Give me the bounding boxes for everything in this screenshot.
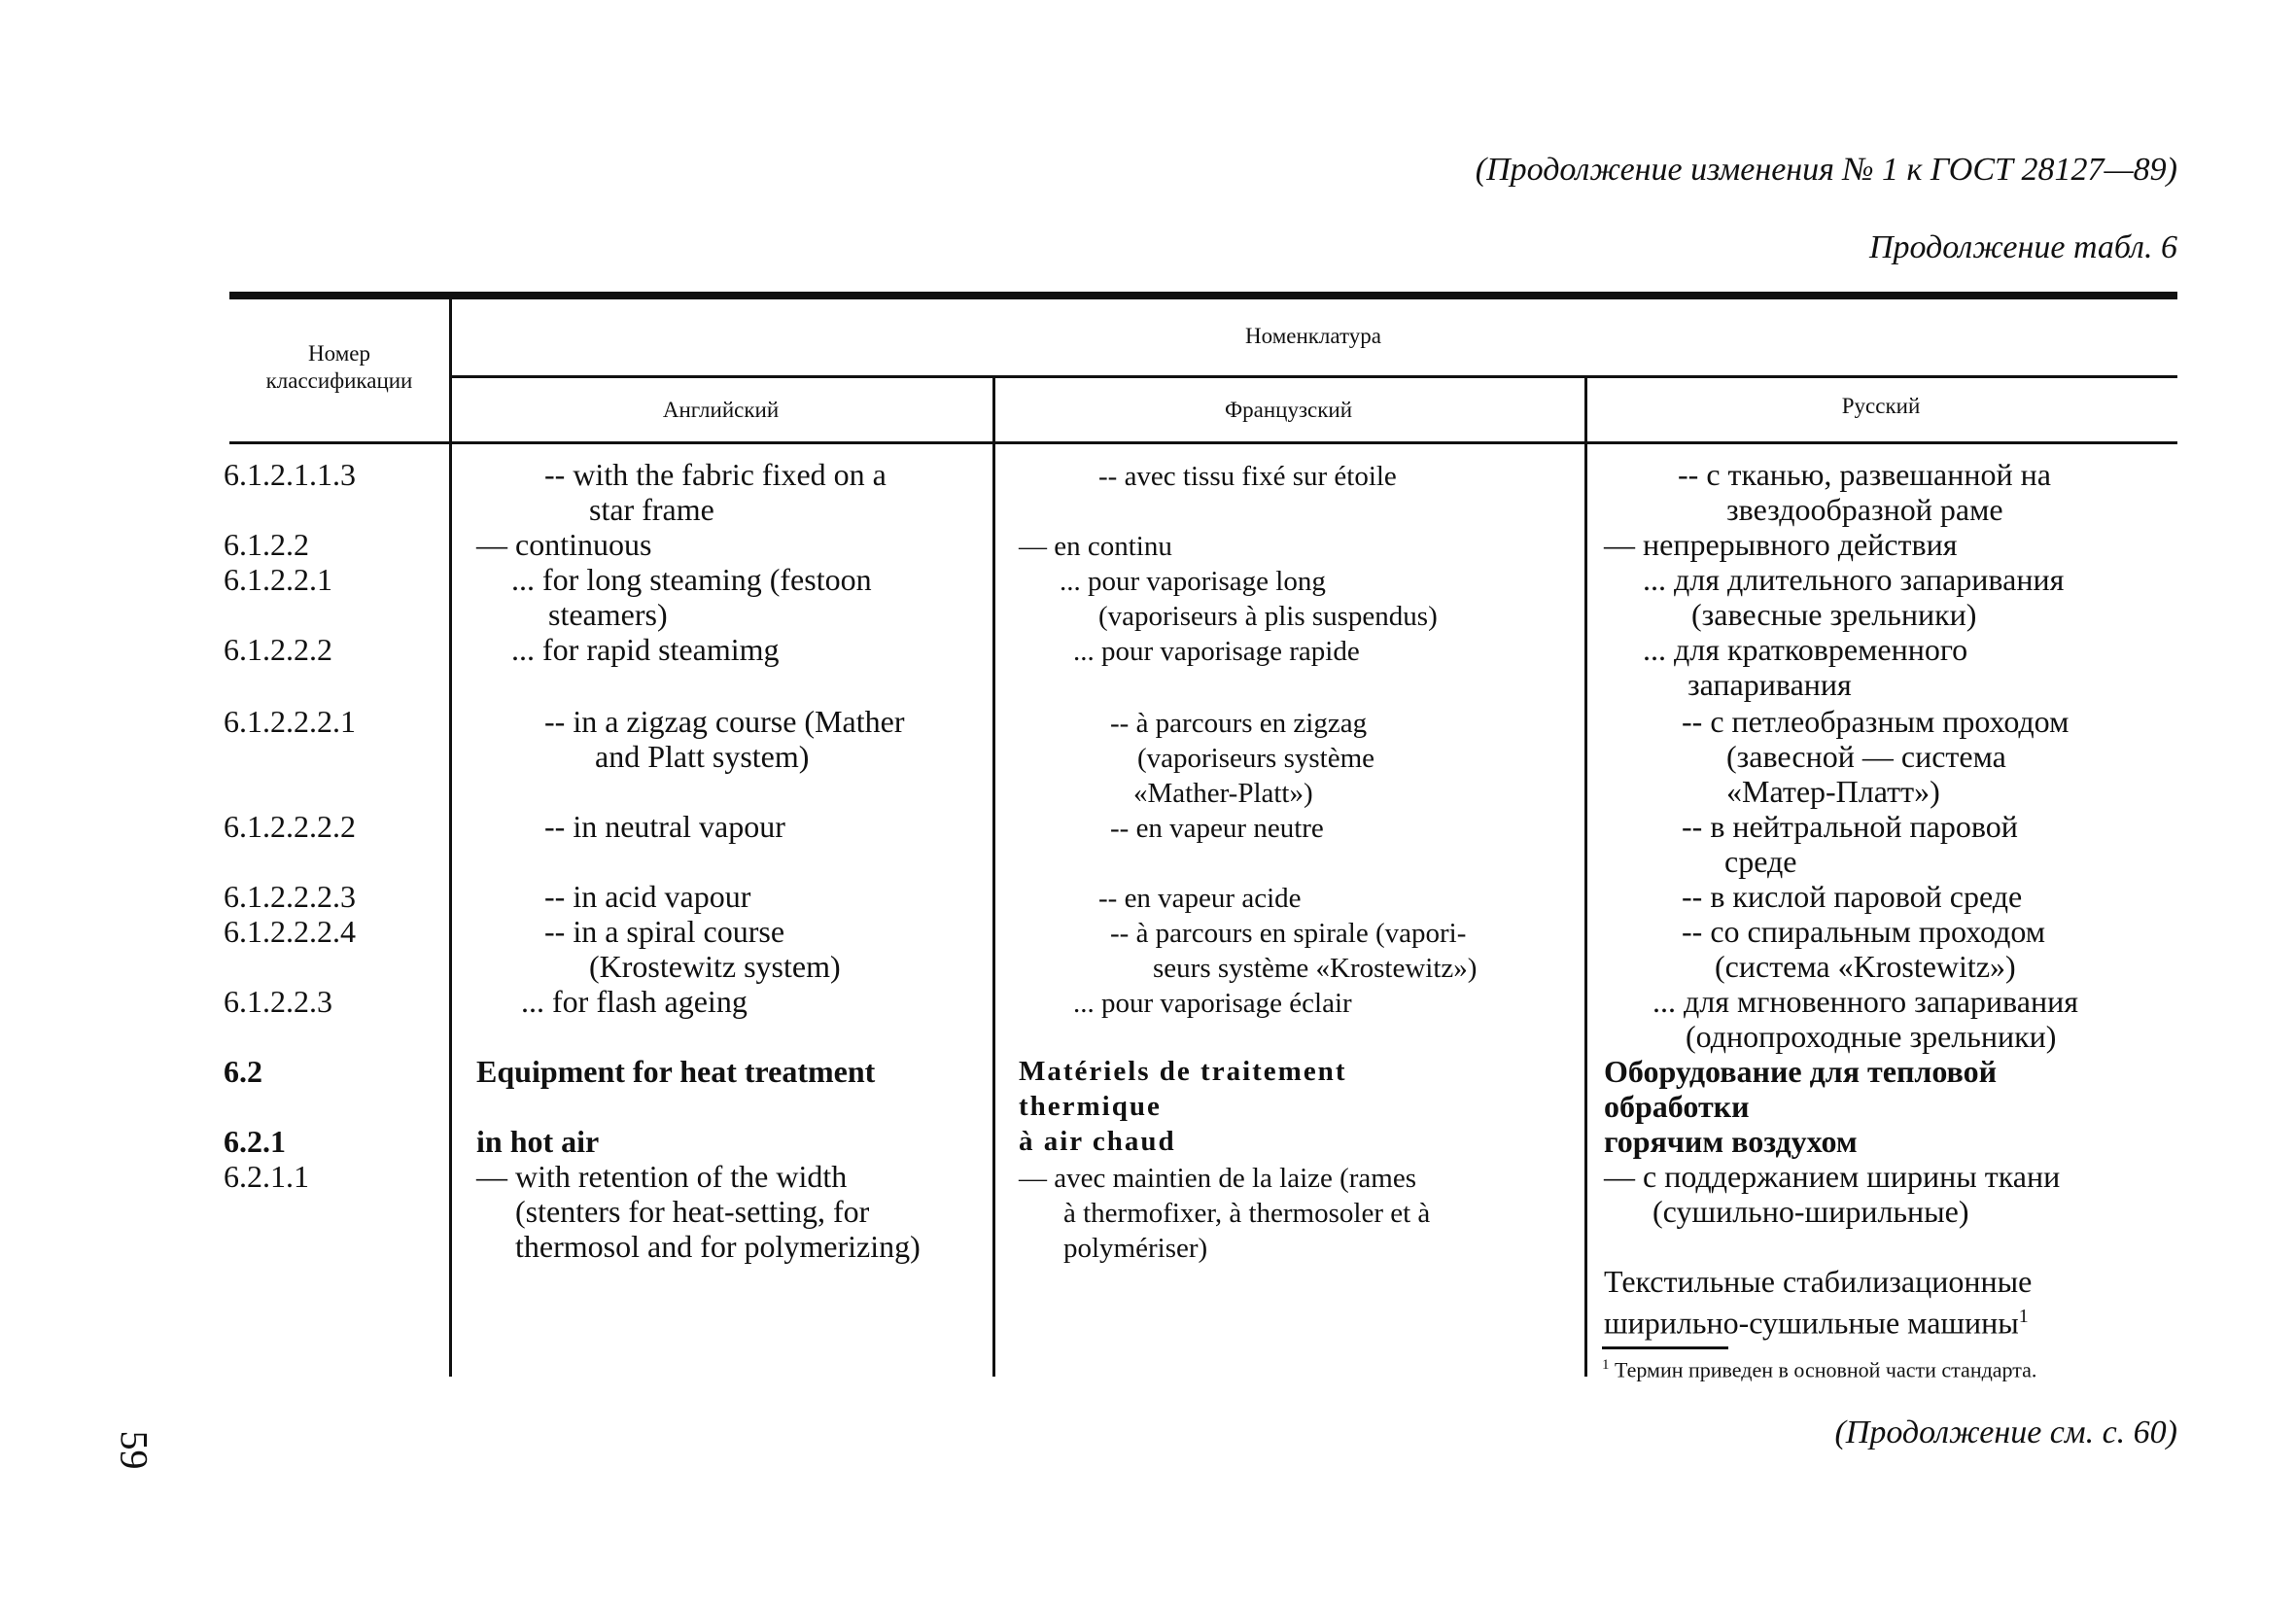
row-ru-line: ... для мгновенного запаривания (1652, 984, 2078, 1019)
row-ru-line: звездообразной раме (1726, 492, 2003, 527)
row-fr-line: -- avec tissu fixé sur étoile (1098, 461, 1397, 492)
row-fr-line: «Mather-Platt») (1133, 778, 1313, 809)
row-ru-line: — с поддержанием ширины ткани (1604, 1159, 2061, 1194)
row-en-line: (stenters for heat-setting, for (515, 1194, 870, 1229)
row-fr-line: -- à parcours en zigzag (1110, 708, 1368, 739)
table-hline-nomenclature (449, 375, 2177, 378)
row-ru-line: (завесной — система (1726, 739, 2006, 774)
row-en-line: in hot air (476, 1124, 600, 1159)
row-en-line: ... for long steaming (festoon (511, 562, 872, 597)
row-fr-line: ... pour vaporisage rapide (1073, 636, 1360, 667)
row-fr-line: -- à parcours en spirale (vapori- (1110, 918, 1467, 949)
ru-extra-line (1604, 1299, 2029, 1341)
row-fr-line: (vaporiseurs système (1137, 743, 1375, 774)
col-header-english: Английский (662, 398, 780, 422)
footnote-rule (1602, 1346, 1728, 1349)
row-ru-line: обработки (1604, 1089, 1750, 1124)
row-fr-line: ... pour vaporisage long (1060, 566, 1326, 597)
continued-note: (Продолжение см. с. 60) (1834, 1415, 2177, 1450)
row-ru-line: (система «Krostewitz») (1715, 949, 2016, 984)
row-fr-line: polymériser) (1063, 1233, 1208, 1264)
row-fr-line: Matériels de traitement (1019, 1056, 1347, 1087)
row-number: 6.2 (224, 1054, 262, 1089)
ru-extra-line-text: ширильно-сушильные машины (1604, 1305, 2019, 1341)
row-fr-line: -- en vapeur neutre (1110, 813, 1324, 844)
col-header-number-line2: классификации (265, 368, 413, 393)
row-en-line: -- in a zigzag course (Mather (544, 704, 905, 739)
row-en-line: and Platt system) (595, 739, 810, 774)
row-fr-line: seurs système «Krostewitz») (1153, 953, 1478, 984)
footnote-mark: 1 (1602, 1357, 1610, 1373)
row-en-line: -- in neutral vapour (544, 809, 785, 844)
row-fr-line: (vaporiseurs à plis suspendus) (1098, 601, 1438, 632)
ru-extra-line: Текстильные стабилизационные (1604, 1264, 2033, 1299)
continuation-header: (Продолжение изменения № 1 к ГОСТ 28127—89) (1475, 152, 2177, 188)
row-number: 6.1.2.2.2 (224, 632, 332, 667)
row-fr-line: -- en vapeur acide (1098, 883, 1302, 914)
table-vline-1 (449, 297, 452, 1377)
footnote-text: Термин приведен в основной части стандарта. (1615, 1357, 2037, 1382)
row-ru-line: «Матер-Платт») (1726, 774, 1940, 809)
page-number: 59 (112, 1430, 157, 1470)
row-number: 6.1.2.2.2.1 (224, 704, 356, 739)
row-ru-line: запаривания (1687, 667, 1852, 702)
footnote (1602, 1357, 2036, 1382)
col-header-nomenclature: Номенклатура (1245, 324, 1381, 348)
row-number: 6.1.2.1.1.3 (224, 457, 356, 492)
row-number: 6.2.1.1 (224, 1159, 309, 1194)
row-ru-line: (однопроходные зрельники) (1686, 1019, 2057, 1054)
row-fr-line: à thermofixer, à thermosoler et à (1063, 1198, 1431, 1229)
row-en-line: steamers) (548, 597, 668, 632)
row-en-line: -- in acid vapour (544, 879, 751, 914)
table-vline-3 (1584, 377, 1587, 1377)
footnote-reference: 1 (2018, 1306, 2029, 1327)
row-en-line: -- with the fabric fixed on a (544, 457, 887, 492)
row-ru-line: -- в нейтральной паровой (1682, 809, 2018, 844)
col-header-french: Французский (1224, 398, 1353, 422)
row-en-line: (Krostewitz system) (589, 949, 841, 984)
row-en-line: — with retention of the width (476, 1159, 848, 1194)
row-number: 6.2.1 (224, 1124, 286, 1159)
row-ru-line: Оборудование для тепловой (1604, 1054, 1998, 1089)
row-en-line: — continuous (476, 527, 652, 562)
row-ru-line: — непрерывного действия (1604, 527, 1958, 562)
table-hline-header-bottom (229, 441, 2177, 444)
row-en-line: thermosol and for polymerizing) (515, 1229, 921, 1264)
row-en-line: ... for rapid steamimg (511, 632, 780, 667)
table-top-rule (229, 292, 2177, 299)
col-header-number (229, 340, 449, 395)
row-ru-line: среде (1724, 844, 1797, 879)
row-ru-line: -- со спиральным проходом (1682, 914, 2045, 949)
row-en-line: Equipment for heat treatment (476, 1054, 876, 1089)
row-ru-line: (сушильно-ширильные) (1652, 1194, 1969, 1229)
col-header-russian: Русский (1841, 394, 1921, 418)
row-ru-line: горячим воздухом (1604, 1124, 1858, 1159)
row-ru-line: -- с петлеобразным проходом (1682, 704, 2070, 739)
row-ru-line: -- с тканью, развешанной на (1678, 457, 2051, 492)
row-number: 6.1.2.2.2.3 (224, 879, 356, 914)
row-fr-line: ... pour vaporisage éclair (1073, 988, 1352, 1019)
row-ru-line: (завесные зрельники) (1691, 597, 1977, 632)
row-ru-line: ... для кратковременного (1643, 632, 1968, 667)
row-number: 6.1.2.2.2.2 (224, 809, 356, 844)
col-header-number-line1: Номер (308, 341, 370, 366)
row-en-line: star frame (589, 492, 714, 527)
table-vline-2 (992, 377, 995, 1377)
row-number: 6.1.2.2.2.4 (224, 914, 356, 949)
table-continuation-label: Продолжение табл. 6 (1868, 229, 2177, 265)
row-number: 6.1.2.2.3 (224, 984, 332, 1019)
row-en-line: ... for flash ageing (521, 984, 748, 1019)
row-number: 6.1.2.2 (224, 527, 309, 562)
row-fr-line: à air chaud (1019, 1126, 1176, 1157)
row-en-line: -- in a spiral course (544, 914, 785, 949)
row-ru-line: ... для длительного запаривания (1643, 562, 2065, 597)
row-number: 6.1.2.2.1 (224, 562, 332, 597)
row-ru-line: -- в кислой паровой среде (1682, 879, 2023, 914)
row-fr-line: — avec maintien de la laize (rames (1019, 1163, 1417, 1194)
row-fr-line: thermique (1019, 1091, 1162, 1122)
row-fr-line: — en continu (1019, 531, 1172, 562)
